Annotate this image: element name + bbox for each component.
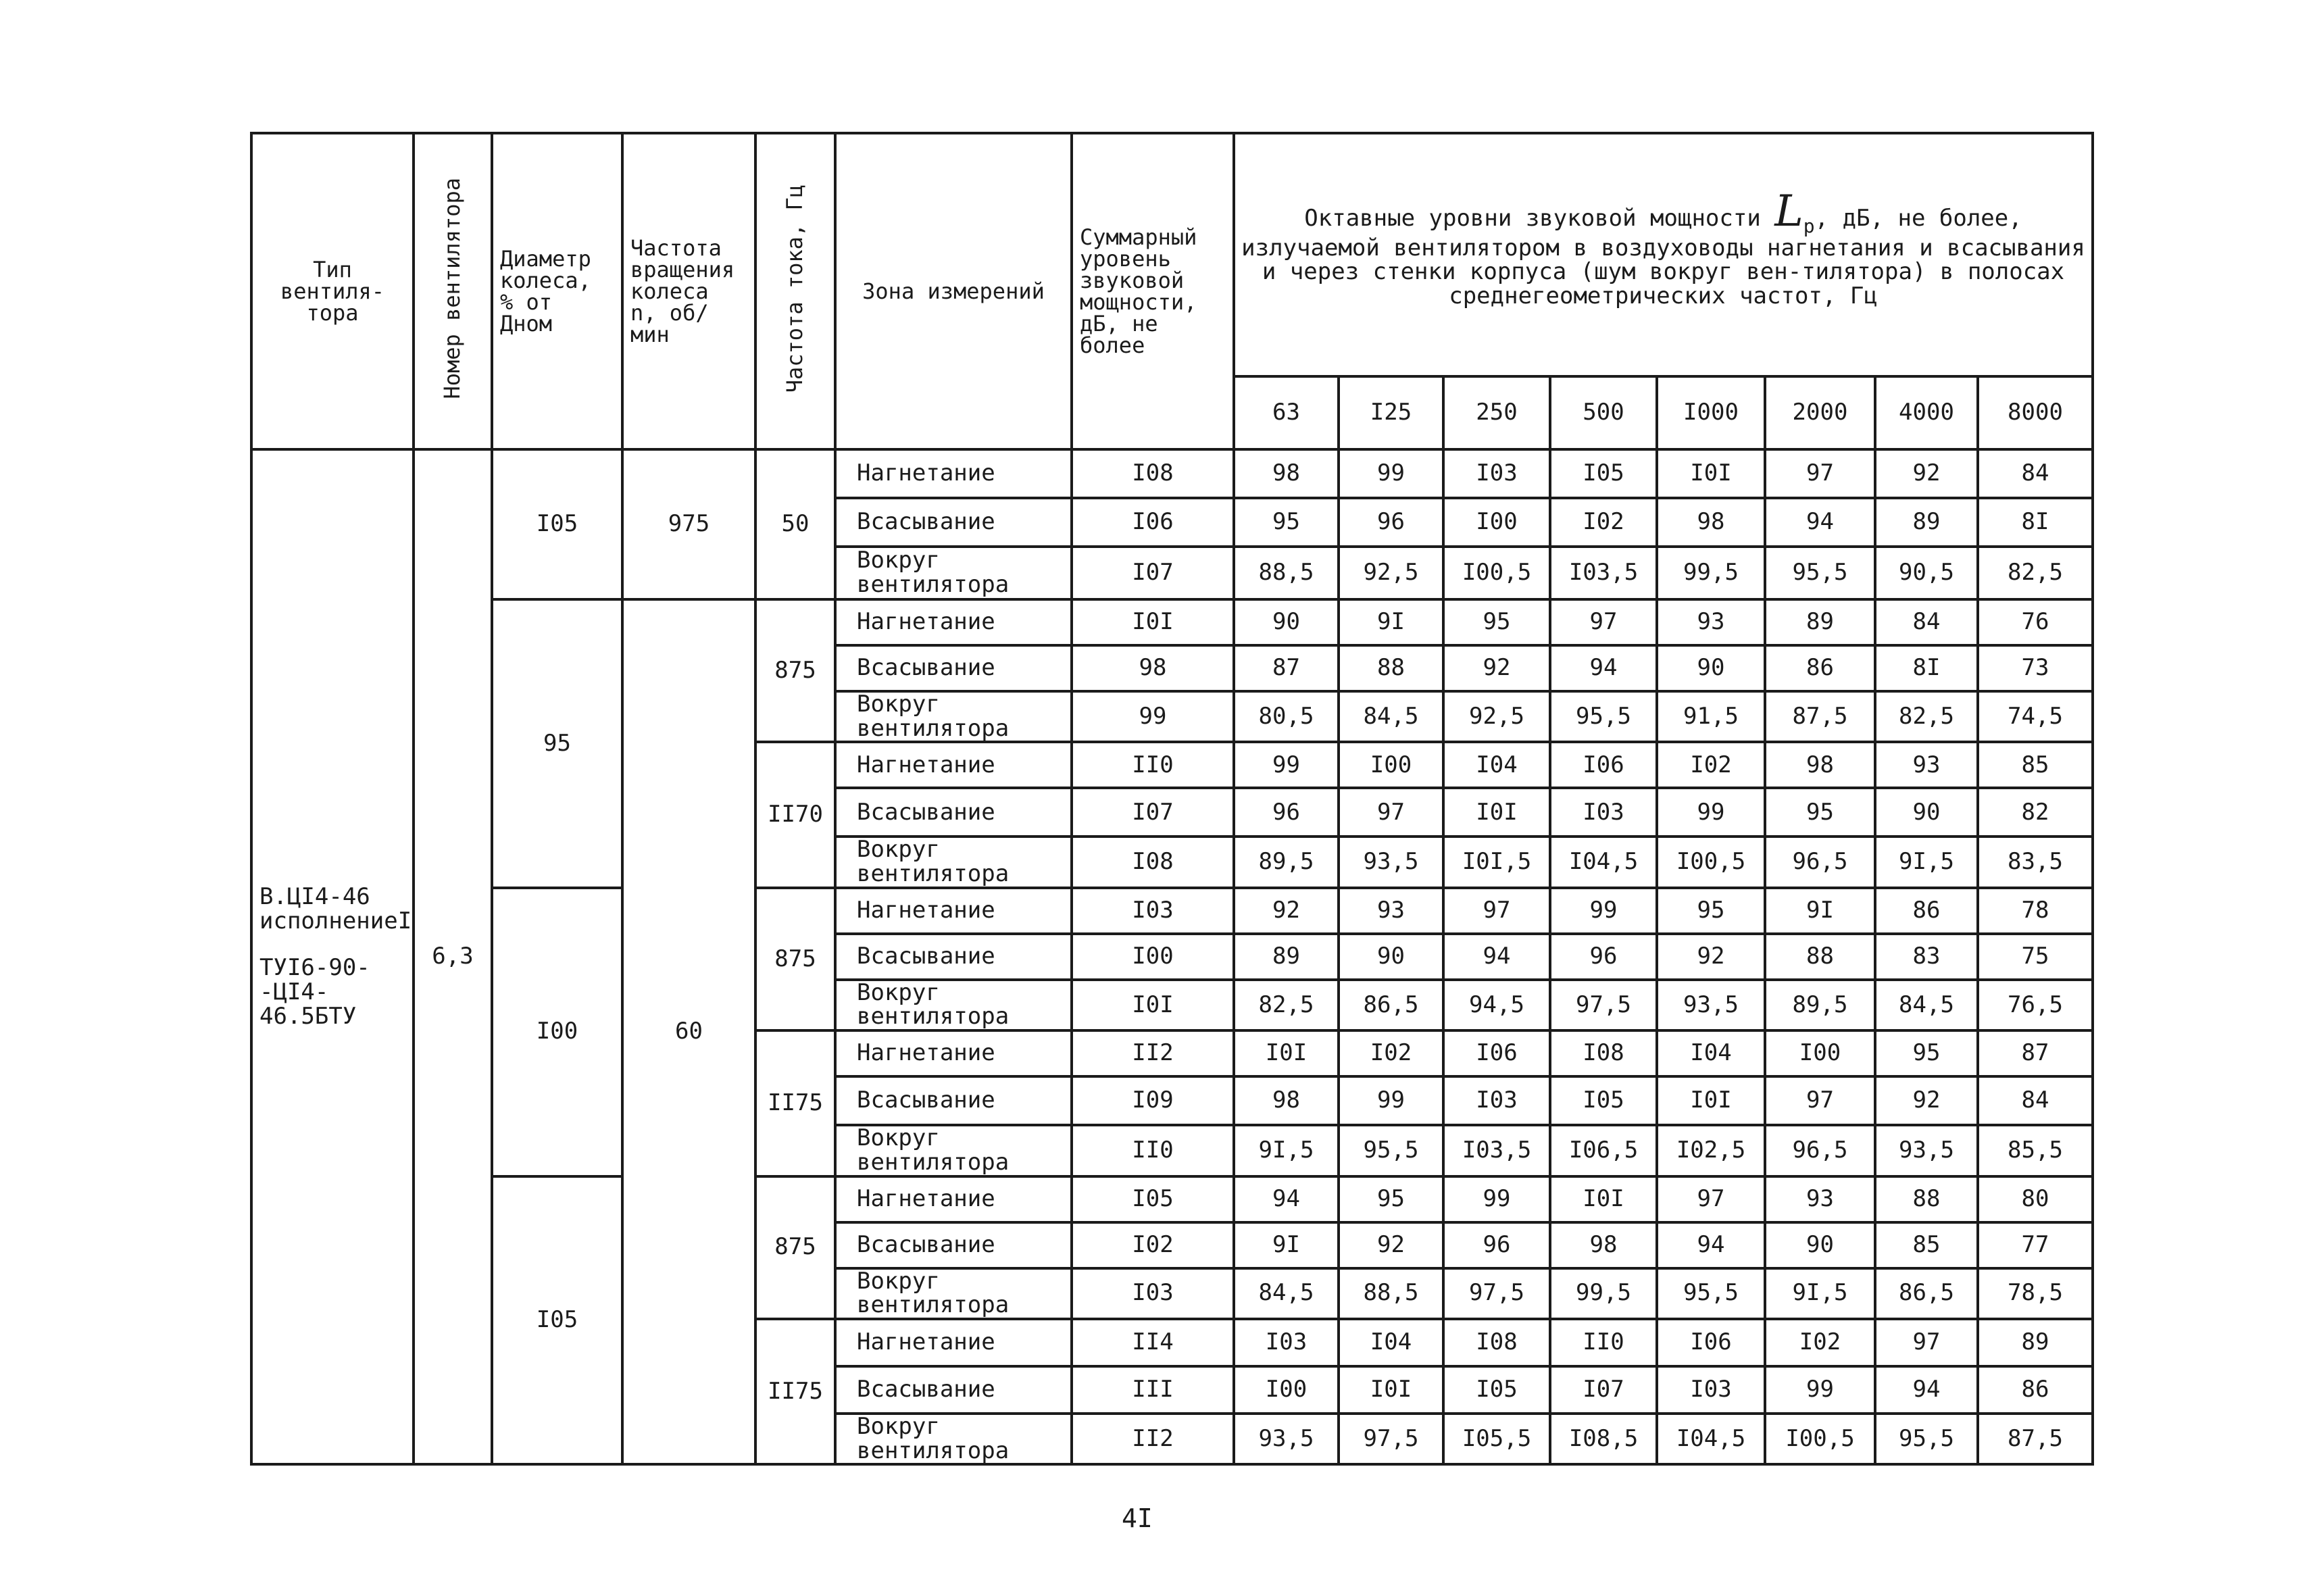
octave-level-cell: 9I <box>1339 599 1443 645</box>
octave-level-cell: 88 <box>1339 645 1443 691</box>
fan-number-cell: 6,3 <box>414 449 492 1464</box>
octave-level-cell: I05,5 <box>1443 1414 1550 1464</box>
table-row <box>251 599 2093 645</box>
octave-level-cell: 92 <box>1234 888 1339 934</box>
octave-level-cell: I03,5 <box>1443 1125 1550 1176</box>
octave-level-cell: 93,5 <box>1234 1414 1339 1464</box>
octave-level-cell: I05 <box>1443 1366 1550 1414</box>
octave-level-cell: I06,5 <box>1550 1125 1657 1176</box>
octave-level-cell: 93,5 <box>1339 837 1443 887</box>
octave-level-cell: I08,5 <box>1550 1414 1657 1464</box>
octave-level-cell: 95 <box>1765 788 1875 837</box>
rotation-cell: II75 <box>755 1319 835 1464</box>
zone-cell: Вокруг вентилятора <box>835 980 1072 1030</box>
octave-level-cell: 96 <box>1443 1222 1550 1268</box>
octave-level-cell: 94 <box>1875 1366 1978 1414</box>
octave-level-cell: 74,5 <box>1978 691 2093 742</box>
octave-level-cell: 86,5 <box>1339 980 1443 1030</box>
octave-level-cell: 87 <box>1978 1030 2093 1076</box>
zone-cell: Всасывание <box>835 645 1072 691</box>
octave-level-cell: 98 <box>1765 742 1875 788</box>
fan-type-line: ТУI6-90- <box>259 954 370 982</box>
band-header: 63 <box>1234 376 1339 449</box>
octave-level-cell: I03 <box>1234 1319 1339 1366</box>
header-type: Тип вентиля-тора <box>251 133 414 449</box>
octave-level-cell: 82,5 <box>1875 691 1978 742</box>
octave-level-cell: 94 <box>1234 1176 1339 1222</box>
band-header: 250 <box>1443 376 1550 449</box>
octave-level-cell: I06 <box>1657 1319 1765 1366</box>
octave-level-cell: 90 <box>1875 788 1978 837</box>
header-current-frequency: Частота тока, Гц <box>755 133 835 449</box>
octave-level-cell: 84,5 <box>1234 1268 1339 1319</box>
octave-level-cell: I0I,5 <box>1443 837 1550 887</box>
octave-level-cell: 85 <box>1978 742 2093 788</box>
octave-level-cell: 86 <box>1765 645 1875 691</box>
octave-level-cell: I06 <box>1550 742 1657 788</box>
total-level-cell: II2 <box>1072 1414 1234 1464</box>
total-level-cell: I09 <box>1072 1076 1234 1125</box>
octave-level-cell: 94 <box>1550 645 1657 691</box>
octave-level-cell: I0I <box>1443 788 1550 837</box>
page-number: 4I <box>1122 1503 1153 1533</box>
octave-level-cell: I04 <box>1339 1319 1443 1366</box>
octave-level-cell: 89 <box>1978 1319 2093 1366</box>
octave-level-cell: 95,5 <box>1765 547 1875 599</box>
total-level-cell: I07 <box>1072 788 1234 837</box>
octave-level-cell: 97 <box>1875 1319 1978 1366</box>
octave-level-cell: 88 <box>1875 1176 1978 1222</box>
octave-level-cell: 97 <box>1550 599 1657 645</box>
octave-level-cell: 84,5 <box>1875 980 1978 1030</box>
zone-cell: Нагнетание <box>835 888 1072 934</box>
rotation-cell: 875 <box>755 888 835 1030</box>
total-level-cell: I07 <box>1072 547 1234 599</box>
band-header: I000 <box>1657 376 1765 449</box>
octave-level-cell: I05 <box>1550 1076 1657 1125</box>
total-level-cell: I03 <box>1072 1268 1234 1319</box>
octave-level-cell: 98 <box>1234 1076 1339 1125</box>
octave-level-cell: 97 <box>1765 449 1875 498</box>
band-header: 4000 <box>1875 376 1978 449</box>
octave-level-cell: 97 <box>1765 1076 1875 1125</box>
octave-level-cell: 98 <box>1550 1222 1657 1268</box>
octave-level-cell: 80,5 <box>1234 691 1339 742</box>
octave-level-cell: 88,5 <box>1339 1268 1443 1319</box>
octave-level-cell: 92,5 <box>1339 547 1443 599</box>
octave-level-cell: 99 <box>1443 1176 1550 1222</box>
header-rotation: Частота вращения колеса n, об/мин <box>622 133 755 449</box>
octave-level-cell: 88,5 <box>1234 547 1339 599</box>
octave-level-cell: I08 <box>1550 1030 1657 1076</box>
zone-cell: Всасывание <box>835 1366 1072 1414</box>
zone-cell: Всасывание <box>835 934 1072 980</box>
octave-level-cell: 87,5 <box>1978 1414 2093 1464</box>
header-fan-number: Номер вентилятора <box>414 133 492 449</box>
octave-level-cell: I02,5 <box>1657 1125 1765 1176</box>
octave-level-cell: 99 <box>1657 788 1765 837</box>
octave-level-cell: 77 <box>1978 1222 2093 1268</box>
octave-level-cell: 84 <box>1875 599 1978 645</box>
noise-levels-table <box>250 132 2094 1466</box>
octave-level-cell: I02 <box>1765 1319 1875 1366</box>
zone-cell: Нагнетание <box>835 599 1072 645</box>
octave-level-cell: 96,5 <box>1765 1125 1875 1176</box>
octave-level-cell: 9I,5 <box>1234 1125 1339 1176</box>
octave-level-cell: 95 <box>1657 888 1765 934</box>
band-header: I25 <box>1339 376 1443 449</box>
octave-level-cell: I00 <box>1765 1030 1875 1076</box>
total-level-cell: III <box>1072 1366 1234 1414</box>
octave-level-cell: 97 <box>1657 1176 1765 1222</box>
band-header: 2000 <box>1765 376 1875 449</box>
octave-level-cell: 9I,5 <box>1765 1268 1875 1319</box>
octave-level-cell: 94,5 <box>1443 980 1550 1030</box>
octave-level-cell: 96 <box>1550 934 1657 980</box>
octave-level-cell: I03 <box>1657 1366 1765 1414</box>
octave-level-cell: I03 <box>1443 449 1550 498</box>
octave-level-cell: 89 <box>1765 599 1875 645</box>
zone-cell: Вокруг вентилятора <box>835 1125 1072 1176</box>
octave-level-cell: 8I <box>1875 645 1978 691</box>
octave-level-cell: I02 <box>1550 498 1657 547</box>
zone-cell: Вокруг вентилятора <box>835 1268 1072 1319</box>
rotation-cell: II75 <box>755 1030 835 1176</box>
octave-level-cell: 98 <box>1657 498 1765 547</box>
octave-level-cell: I0I <box>1234 1030 1339 1076</box>
octave-level-cell: 89,5 <box>1765 980 1875 1030</box>
octave-level-cell: 93,5 <box>1657 980 1765 1030</box>
zone-cell: Вокруг вентилятора <box>835 691 1072 742</box>
rotation-cell: II70 <box>755 742 835 887</box>
octave-level-cell: 92 <box>1875 449 1978 498</box>
diameter-cell: I00 <box>492 888 622 1176</box>
total-level-cell: I00 <box>1072 934 1234 980</box>
octave-level-cell: 94 <box>1765 498 1875 547</box>
octave-level-cell: 89 <box>1234 934 1339 980</box>
octave-level-cell: 90,5 <box>1875 547 1978 599</box>
octave-level-cell: 92 <box>1875 1076 1978 1125</box>
octave-level-cell: I02 <box>1339 1030 1443 1076</box>
octave-level-cell: 95,5 <box>1550 691 1657 742</box>
octave-level-cell: 78,5 <box>1978 1268 2093 1319</box>
octave-level-cell: 99,5 <box>1657 547 1765 599</box>
band-header: 500 <box>1550 376 1657 449</box>
octave-level-cell: 95 <box>1875 1030 1978 1076</box>
octave-level-cell: 95,5 <box>1339 1125 1443 1176</box>
fan-type-line: В.ЦI4-46 <box>259 882 370 910</box>
octave-level-cell: 90 <box>1657 645 1765 691</box>
diameter-cell: I05 <box>492 449 622 599</box>
zone-cell: Нагнетание <box>835 1030 1072 1076</box>
total-level-cell: II2 <box>1072 1030 1234 1076</box>
total-level-cell: I08 <box>1072 837 1234 887</box>
octave-level-cell: 87 <box>1234 645 1339 691</box>
octave-level-cell: 90 <box>1765 1222 1875 1268</box>
zone-cell: Всасывание <box>835 498 1072 547</box>
rotation-cell: 875 <box>755 599 835 742</box>
total-level-cell: I02 <box>1072 1222 1234 1268</box>
total-level-cell: I06 <box>1072 498 1234 547</box>
octave-level-cell: 9I <box>1234 1222 1339 1268</box>
octave-level-cell: I0I <box>1657 1076 1765 1125</box>
octave-level-cell: I03 <box>1443 1076 1550 1125</box>
octave-level-cell: I04 <box>1657 1030 1765 1076</box>
total-level-cell: II0 <box>1072 742 1234 788</box>
octave-level-cell: II0 <box>1550 1319 1657 1366</box>
frequency-cell: 60 <box>622 599 755 1464</box>
octave-level-cell: 84 <box>1978 1076 2093 1125</box>
octave-level-cell: 99 <box>1339 449 1443 498</box>
octave-level-cell: 83,5 <box>1978 837 2093 887</box>
octave-level-cell: I00,5 <box>1765 1414 1875 1464</box>
octave-level-cell: 99 <box>1234 742 1339 788</box>
total-level-cell: I05 <box>1072 1176 1234 1222</box>
octave-level-cell: 76,5 <box>1978 980 2093 1030</box>
octave-level-cell: 98 <box>1234 449 1339 498</box>
zone-cell: Вокруг вентилятора <box>835 547 1072 599</box>
zone-cell: Нагнетание <box>835 1319 1072 1366</box>
octave-level-cell: I04 <box>1443 742 1550 788</box>
octave-level-cell: 83 <box>1875 934 1978 980</box>
header-total-level: Суммарный уровень звуковой мощности, дБ, не более <box>1072 133 1234 449</box>
octave-level-cell: 95,5 <box>1657 1268 1765 1319</box>
octave-level-cell: I00 <box>1443 498 1550 547</box>
octave-level-cell: 92,5 <box>1443 691 1550 742</box>
octave-level-cell: 95 <box>1339 1176 1443 1222</box>
octave-level-cell: 82 <box>1978 788 2093 837</box>
octave-level-cell: 9I <box>1765 888 1875 934</box>
octave-level-cell: 84,5 <box>1339 691 1443 742</box>
zone-cell: Вокруг вентилятора <box>835 837 1072 887</box>
octave-level-cell: 92 <box>1443 645 1550 691</box>
octave-level-cell: 95,5 <box>1875 1414 1978 1464</box>
octave-level-cell: I07 <box>1550 1366 1657 1414</box>
octave-level-cell: 8I <box>1978 498 2093 547</box>
header-octave-levels: Октавные уровни звуковой мощности $L_p$, дБ, не более, излучаемой вентилятором в воздуховоды нагнетания и всасывания и через стенки корпуса (шум вокруг вен-тилятора) в полосах среднегеометрических частот, Гц <box>1234 133 2093 376</box>
octave-level-cell: 82,5 <box>1978 547 2093 599</box>
octave-level-cell: 97,5 <box>1339 1414 1443 1464</box>
octave-level-cell: I00 <box>1234 1366 1339 1414</box>
octave-level-cell: 76 <box>1978 599 2093 645</box>
octave-level-cell: I00,5 <box>1443 547 1550 599</box>
rotation-cell: 875 <box>755 1176 835 1319</box>
octave-level-cell: 85,5 <box>1978 1125 2093 1176</box>
zone-cell: Нагнетание <box>835 449 1072 498</box>
octave-level-cell: I00,5 <box>1657 837 1765 887</box>
zone-cell: Всасывание <box>835 1076 1072 1125</box>
octave-level-cell: 99 <box>1550 888 1657 934</box>
octave-level-cell: 99,5 <box>1550 1268 1657 1319</box>
octave-level-cell: 89 <box>1875 498 1978 547</box>
zone-cell: Всасывание <box>835 788 1072 837</box>
octave-level-cell: 95 <box>1443 599 1550 645</box>
octave-level-cell: 80 <box>1978 1176 2093 1222</box>
header-measurement-zone: Зона измерений <box>835 133 1072 449</box>
octave-level-cell: 92 <box>1339 1222 1443 1268</box>
total-level-cell: I08 <box>1072 449 1234 498</box>
frequency-cell: 50 <box>755 449 835 599</box>
octave-level-cell: 97 <box>1443 888 1550 934</box>
octave-level-cell: 82,5 <box>1234 980 1339 1030</box>
octave-level-cell: 90 <box>1339 934 1443 980</box>
total-level-cell: I0I <box>1072 599 1234 645</box>
octave-level-cell: 86,5 <box>1875 1268 1978 1319</box>
rotation-cell: 975 <box>622 449 755 599</box>
octave-level-cell: 87,5 <box>1765 691 1875 742</box>
octave-level-cell: 97,5 <box>1443 1268 1550 1319</box>
zone-cell: Нагнетание <box>835 1176 1072 1222</box>
octave-level-cell: I04,5 <box>1550 837 1657 887</box>
octave-level-cell: 78 <box>1978 888 2093 934</box>
octave-level-cell: 96,5 <box>1765 837 1875 887</box>
octave-level-cell: I04,5 <box>1657 1414 1765 1464</box>
octave-level-cell: 97 <box>1339 788 1443 837</box>
total-level-cell: I03 <box>1072 888 1234 934</box>
octave-level-cell: I00 <box>1339 742 1443 788</box>
lp-symbol: L <box>1774 186 1803 237</box>
table-row <box>251 1176 2093 1222</box>
octave-level-cell: 92 <box>1657 934 1765 980</box>
zone-cell: Всасывание <box>835 1222 1072 1268</box>
octave-level-cell: 73 <box>1978 645 2093 691</box>
table-row <box>251 888 2093 934</box>
octave-level-cell: 93 <box>1339 888 1443 934</box>
table-row <box>251 449 2093 498</box>
diameter-cell: I05 <box>492 1176 622 1465</box>
zone-cell: Нагнетание <box>835 742 1072 788</box>
octave-level-cell: 9I,5 <box>1875 837 1978 887</box>
octave-level-cell: 95 <box>1234 498 1339 547</box>
fan-type-cell <box>251 449 414 1464</box>
octave-level-cell: 97,5 <box>1550 980 1657 1030</box>
band-header: 8000 <box>1978 376 2093 449</box>
total-level-cell: I0I <box>1072 980 1234 1030</box>
octave-level-cell: 93,5 <box>1875 1125 1978 1176</box>
octave-level-cell: I0I <box>1657 449 1765 498</box>
octave-level-cell: 99 <box>1339 1076 1443 1125</box>
octave-level-cell: I05 <box>1550 449 1657 498</box>
octave-level-cell: 85 <box>1875 1222 1978 1268</box>
octave-level-cell: 93 <box>1657 599 1765 645</box>
octave-level-cell: I02 <box>1657 742 1765 788</box>
octave-level-cell: 94 <box>1657 1222 1765 1268</box>
octave-level-cell: I0I <box>1550 1176 1657 1222</box>
octave-level-cell: I03,5 <box>1550 547 1657 599</box>
octave-level-cell: I03 <box>1550 788 1657 837</box>
total-level-cell: II4 <box>1072 1319 1234 1366</box>
octave-level-cell: 88 <box>1765 934 1875 980</box>
octave-level-cell: 75 <box>1978 934 2093 980</box>
zone-cell: Вокруг вентилятора <box>835 1414 1072 1464</box>
octave-level-cell: 93 <box>1875 742 1978 788</box>
octave-level-cell: 93 <box>1765 1176 1875 1222</box>
octave-level-cell: 90 <box>1234 599 1339 645</box>
octave-level-cell: 99 <box>1765 1366 1875 1414</box>
total-level-cell: II0 <box>1072 1125 1234 1176</box>
octave-level-cell: 89,5 <box>1234 837 1339 887</box>
octave-level-cell: 86 <box>1875 888 1978 934</box>
octave-level-cell: 96 <box>1339 498 1443 547</box>
octave-level-cell: I0I <box>1339 1366 1443 1414</box>
octave-level-cell: 86 <box>1978 1366 2093 1414</box>
octave-level-cell: I08 <box>1443 1319 1550 1366</box>
total-level-cell: 98 <box>1072 645 1234 691</box>
octave-level-cell: 94 <box>1443 934 1550 980</box>
octave-level-cell: 91,5 <box>1657 691 1765 742</box>
diameter-cell: 95 <box>492 599 622 888</box>
total-level-cell: 99 <box>1072 691 1234 742</box>
octave-level-cell: 84 <box>1978 449 2093 498</box>
octave-level-cell: 96 <box>1234 788 1339 837</box>
octave-level-cell: I06 <box>1443 1030 1550 1076</box>
fan-type-line: -ЦI4-46.5БТУ <box>259 978 357 1030</box>
fan-type-line: исполнениеI <box>259 907 412 934</box>
header-diameter: Диаметр колеса, % от Дном <box>492 133 622 449</box>
